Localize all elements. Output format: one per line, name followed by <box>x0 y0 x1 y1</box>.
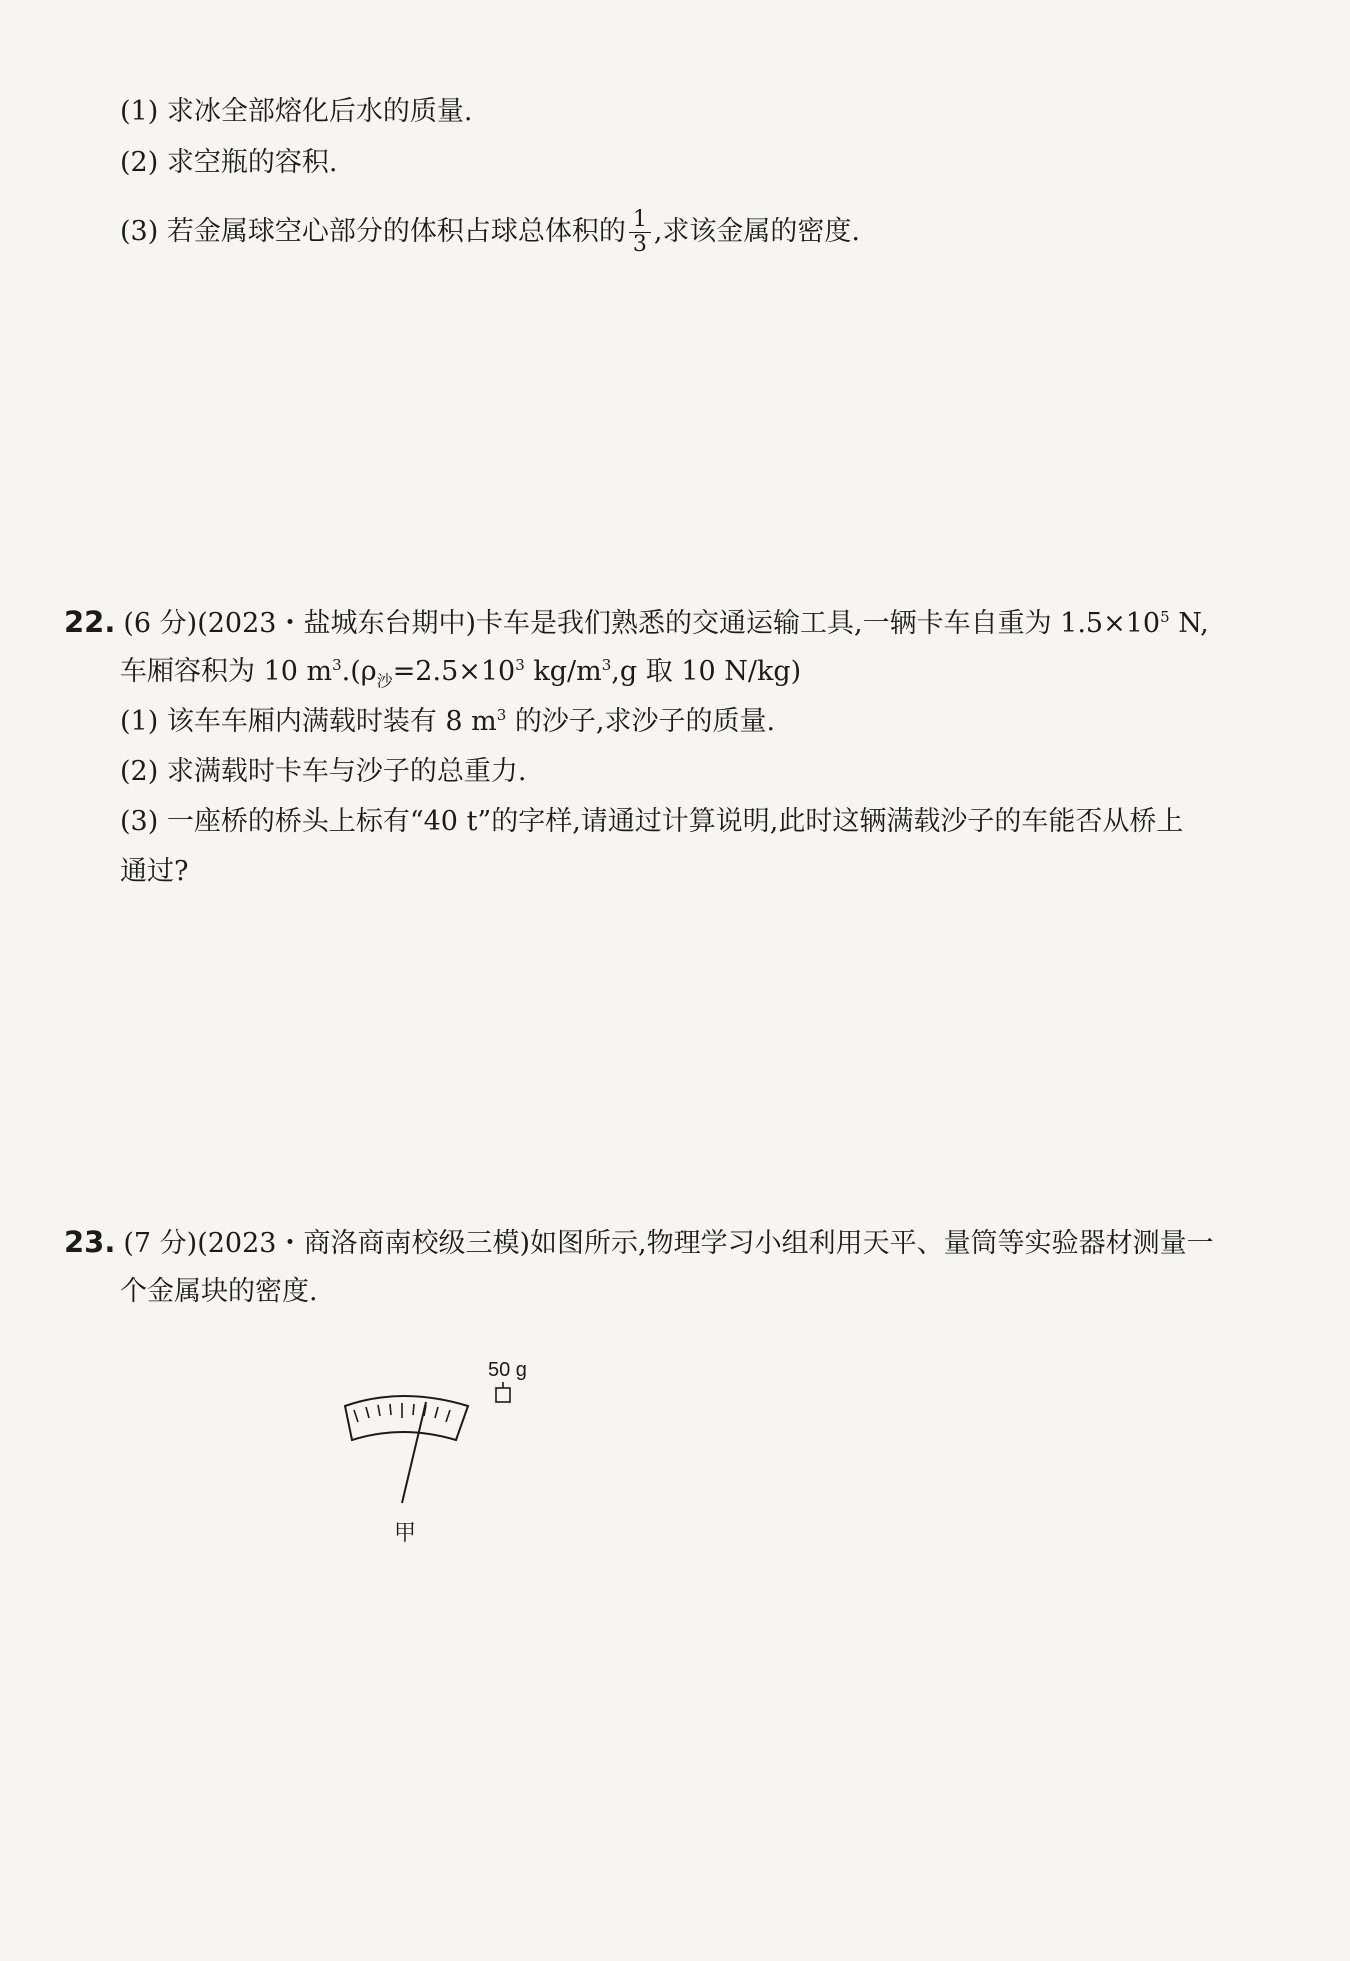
weight-label: 50 g <box>488 1359 527 1381</box>
q22-head-text: (6 分)(2023・盐城东台期中)卡车是我们熟悉的交通运输工具,一辆卡车自重为 1.5×10 <box>123 608 1161 639</box>
q22-part3-cont-text: 通过? <box>120 856 189 887</box>
scale-ticks <box>354 1403 450 1422</box>
q22-gravity: ,g 取 10 N/kg) <box>611 656 802 687</box>
q22-part1 <box>120 702 775 742</box>
fraction-denominator: 3 <box>632 232 647 257</box>
rider-scale-yi <box>488 1359 527 1402</box>
q23-heading-cont <box>120 1272 318 1312</box>
q23-figure-svg <box>330 1318 1050 1558</box>
q22-part2 <box>120 752 526 792</box>
q22-volume-text: 车厢容积为 10 m <box>120 656 333 687</box>
q23-number: 23. <box>64 1225 116 1259</box>
q21-part3 <box>120 208 860 257</box>
q22-part3-cont <box>120 852 188 892</box>
q21-part2-text: (2) 求空瓶的容积. <box>120 147 338 178</box>
weight-block <box>496 1388 510 1402</box>
pointer-needle <box>402 1402 426 1503</box>
q22-density-unit: kg/m <box>524 656 602 687</box>
q22-rho-sub: 沙 <box>376 671 393 691</box>
q22-heading <box>64 602 1209 644</box>
q22-part3 <box>120 802 1183 842</box>
fraction-one-third <box>629 208 651 257</box>
q22-exp-2: 3 <box>515 656 525 674</box>
q22-exponent: 5 <box>1160 608 1170 626</box>
q22-line2 <box>120 652 801 692</box>
q22-part1-text: (1) 该车车厢内满载时装有 8 m <box>120 706 497 737</box>
q22-exp-3: 3 <box>601 656 612 674</box>
q22-head-unit: N, <box>1169 608 1209 639</box>
q21-part1-text: (1) 求冰全部熔化后水的质量. <box>120 96 473 127</box>
q22-part1-tail: 的沙子,求沙子的质量. <box>506 706 776 737</box>
q22-part3-text: (3) 一座桥的桥头上标有“40 t”的字样,请通过计算说明,此时这辆满载沙子的车能否从桥上 <box>120 806 1184 837</box>
q23-heading <box>64 1222 1214 1264</box>
q22-part1-exp: 3 <box>496 706 507 724</box>
q23-head-cont-text: 个金属块的密度. <box>120 1276 318 1307</box>
q22-density: =2.5×10 <box>392 656 516 687</box>
q21-part3-text: (3) 若金属球空心部分的体积占球总体积的 <box>120 216 626 247</box>
q21-part2 <box>120 143 337 183</box>
q22-exp-1: 3 <box>332 656 342 674</box>
scale-plate <box>345 1396 468 1440</box>
q22-number: 22. <box>64 605 116 639</box>
q23-figure <box>330 1318 1050 1558</box>
q21-part3-tail: ,求该金属的密度. <box>653 216 860 247</box>
label-jia: 甲 <box>394 1520 417 1545</box>
q22-rho: .(ρ <box>341 656 377 687</box>
q22-part2-text: (2) 求满载时卡车与沙子的总重力. <box>120 756 527 787</box>
q21-part1 <box>120 92 472 132</box>
fraction-numerator: 1 <box>629 208 651 233</box>
q23-head-text: (7 分)(2023・商洛商南校级三模)如图所示,物理学习小组利用天平、量筒等实验器材测量一 <box>123 1228 1214 1259</box>
pointer-scale-jia <box>345 1396 468 1545</box>
